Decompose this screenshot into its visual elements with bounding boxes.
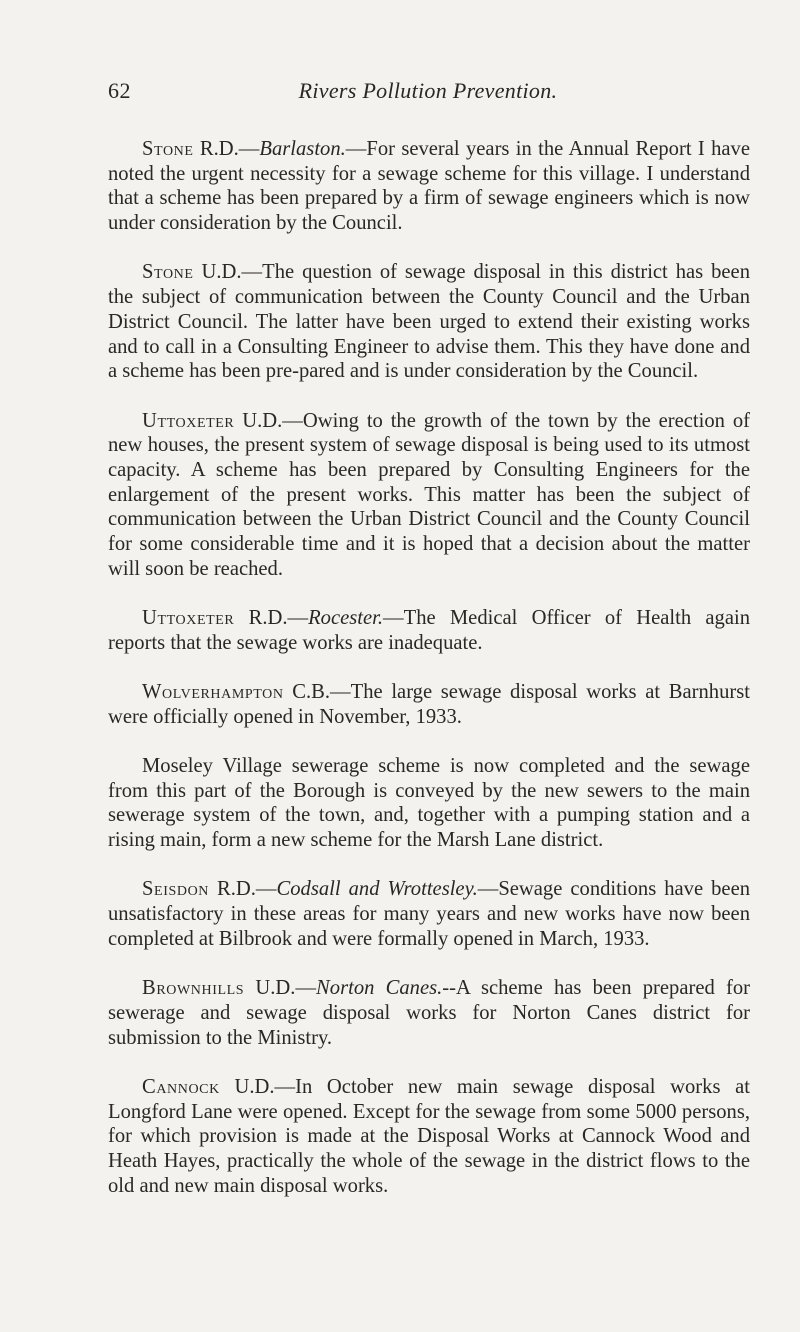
place-name: Norton Canes. (316, 977, 443, 1000)
page-number: 62 (108, 78, 131, 103)
paragraph-text: Moseley Village sewerage scheme is now completed and the sewage from this part of the Borough is conveyed by the new sewers to the main sewerage system of the town, and, together with a pumping station and a rising main, form a new scheme for the Marsh Lane district. (108, 755, 750, 852)
paragraph-text: —In October new main sewage disposal works at Longford Lane were opened. Except for the sewage from some 5000 persons, for which provision is made at the Disposal Works at Cannock Wood and Heath Hayes, practically the whole of the sewage in the district flows to the old and new main disposal works. (108, 1075, 750, 1197)
paragraph-text: —The question of sewage disposal in this district has been the subject of communication between the County Council and the Urban District Council. The latter have been urged to extend their existing works and to call in a Consulting Engineer to advise them. This they have done and a scheme has been pre-pared and is under consideration by the Council. (108, 261, 750, 383)
running-title: Rivers Pollution Prevention. (298, 78, 558, 103)
paragraph-moseley (108, 754, 750, 853)
paragraph-seisdon-rd (108, 877, 750, 951)
district-name: Uttoxeter (142, 409, 235, 432)
dash: — (255, 878, 277, 901)
district-type: U.D. (244, 977, 296, 1000)
paragraph-text: —Sewage conditions have been unsatisfactory in these areas for many years and new works have now been completed at Bilbrook and were formally opened in March, 1933. (108, 878, 751, 950)
dash: — (238, 138, 260, 160)
paragraph-text: —For several years in the Annual Report I have noted the urgent necessity for a sewage scheme for this village. I understand that a scheme has been prepared by a firm of sewage engineers which is now under consideration by the Council. (108, 138, 750, 235)
paragraph-uttoxeter-ud (108, 409, 750, 582)
place-name: Codsall and Wrottesley. (276, 878, 478, 901)
paragraph-text: —The large sewage disposal works at Barnhurst were officially opened in November, 1933. (108, 681, 750, 728)
body-text (108, 137, 750, 1223)
paragraph-text: —The Medical Officer of Health again reports that the sewage works are inadequate. (108, 607, 751, 654)
dash: — (295, 977, 317, 1000)
district-name: Seisdon (142, 878, 209, 901)
district-type: U.D. (219, 1075, 275, 1098)
place-name: Rocester. (308, 607, 384, 630)
paragraph-stone-ud (108, 260, 750, 384)
district-type: R.D. (193, 138, 239, 160)
place-name: Barlaston. (259, 138, 346, 160)
paragraph-text: --A scheme has been prepared for sewerage and sewage disposal works for Norton Canes district for submission to the Ministry. (108, 977, 750, 1049)
paragraph-text: —Owing to the growth of the town by the erection of new houses, the present system of sewage disposal is being used to its utmost capacity. A scheme has been prepared by Consulting Engineers for the enlargement of the present works. This matter has been the subject of communication between the Urban District Council and the County Council for some considerable time and it is hoped that a decision about the matter will soon be reached. (108, 409, 750, 580)
paragraph-brownhills-ud (108, 976, 750, 1050)
district-type: U.D. (193, 261, 242, 284)
district-name: Stone (142, 138, 194, 160)
paragraph-uttoxeter-rd (108, 606, 750, 655)
dash: — (287, 607, 309, 630)
district-type: U.D. (234, 409, 283, 432)
paragraph-stone-rd (108, 137, 750, 236)
district-name: Wolverhampton (142, 681, 284, 704)
district-type: R.D. (208, 878, 256, 901)
paragraph-cannock-ud (108, 1075, 750, 1199)
paragraph-wolverhampton-cb (108, 680, 750, 729)
district-type: C.B. (283, 681, 331, 704)
district-type: R.D. (234, 607, 288, 630)
district-name: Brownhills (142, 977, 245, 1000)
page-header (108, 78, 748, 108)
district-name: Uttoxeter (142, 607, 235, 630)
district-name: Stone (142, 261, 194, 284)
district-name: Cannock (142, 1075, 220, 1098)
